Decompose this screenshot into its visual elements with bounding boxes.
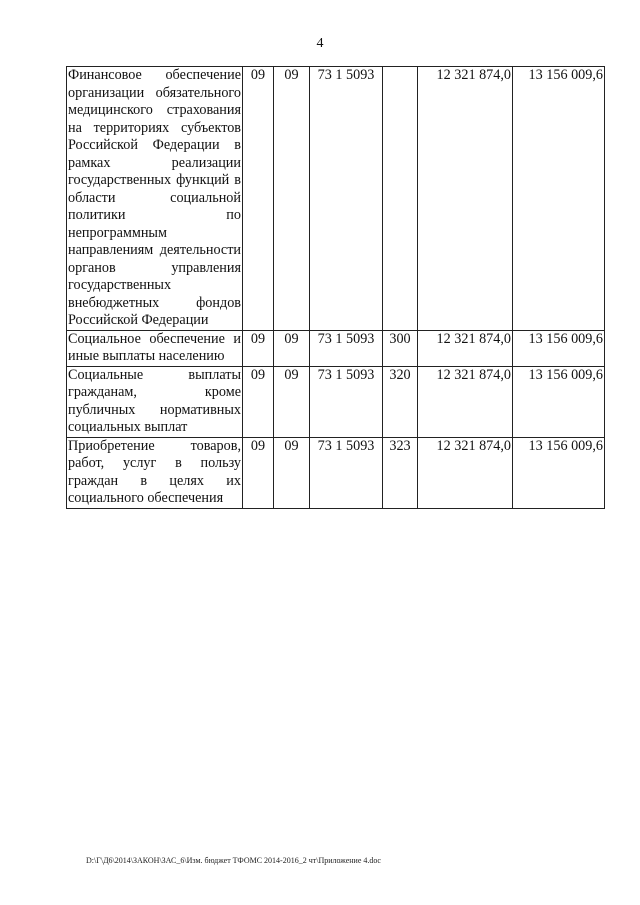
row-expense-type: 320	[383, 366, 418, 437]
row-subsection: 09	[274, 330, 310, 366]
row-subsection: 09	[274, 67, 310, 331]
table-row	[67, 330, 605, 366]
row-expense-type: 323	[383, 437, 418, 508]
row-name: Финансовое обеспечение организации обязательного медицинского страхования на территориях субъектов Российской Федерации в рамках реализации государственных функций в области социальной политики по непрограммным направлениям деятельности органов управления государственных внебюджетных фондов Российской Федерации	[68, 67, 241, 328]
row-sum-2015: 12 321 874,0	[418, 366, 513, 437]
row-sum-2015: 12 321 874,0	[418, 330, 513, 366]
row-expense-type	[383, 67, 418, 331]
row-section: 09	[243, 67, 274, 331]
table-row	[67, 366, 605, 437]
row-subsection: 09	[274, 366, 310, 437]
row-section: 09	[243, 366, 274, 437]
row-name: Приобретение товаров, работ, услуг в пользу граждан в целях их социального обеспечения	[68, 437, 241, 506]
row-sum-2015: 12 321 874,0	[418, 437, 513, 508]
row-sum-2016: 13 156 009,6	[513, 67, 605, 331]
row-sum-2016: 13 156 009,6	[513, 437, 605, 508]
row-sum-2016: 13 156 009,6	[513, 366, 605, 437]
row-section: 09	[243, 437, 274, 508]
row-expense-type: 300	[383, 330, 418, 366]
row-sum-2016: 13 156 009,6	[513, 330, 605, 366]
budget-table	[66, 66, 605, 509]
row-section: 09	[243, 330, 274, 366]
row-target-article: 73 1 5093	[310, 330, 383, 366]
row-target-article: 73 1 5093	[310, 366, 383, 437]
file-path-footer: D:\Г\Д6\2014\ЗАКОН\ЗАС_6\Изм. бюджет ТФОМС 2014-2016_2 чт\Приложение 4.doc	[86, 856, 381, 865]
row-target-article: 73 1 5093	[310, 67, 383, 331]
row-sum-2015: 12 321 874,0	[418, 67, 513, 331]
row-subsection: 09	[274, 437, 310, 508]
table-row	[67, 437, 605, 508]
row-name: Социальное обеспечение и иные выплаты населению	[68, 330, 241, 364]
page-number: 4	[316, 36, 324, 51]
row-name: Социальные выплаты гражданам, кроме публичных нормативных социальных выплат	[68, 366, 241, 435]
table-row	[67, 67, 605, 331]
row-target-article: 73 1 5093	[310, 437, 383, 508]
